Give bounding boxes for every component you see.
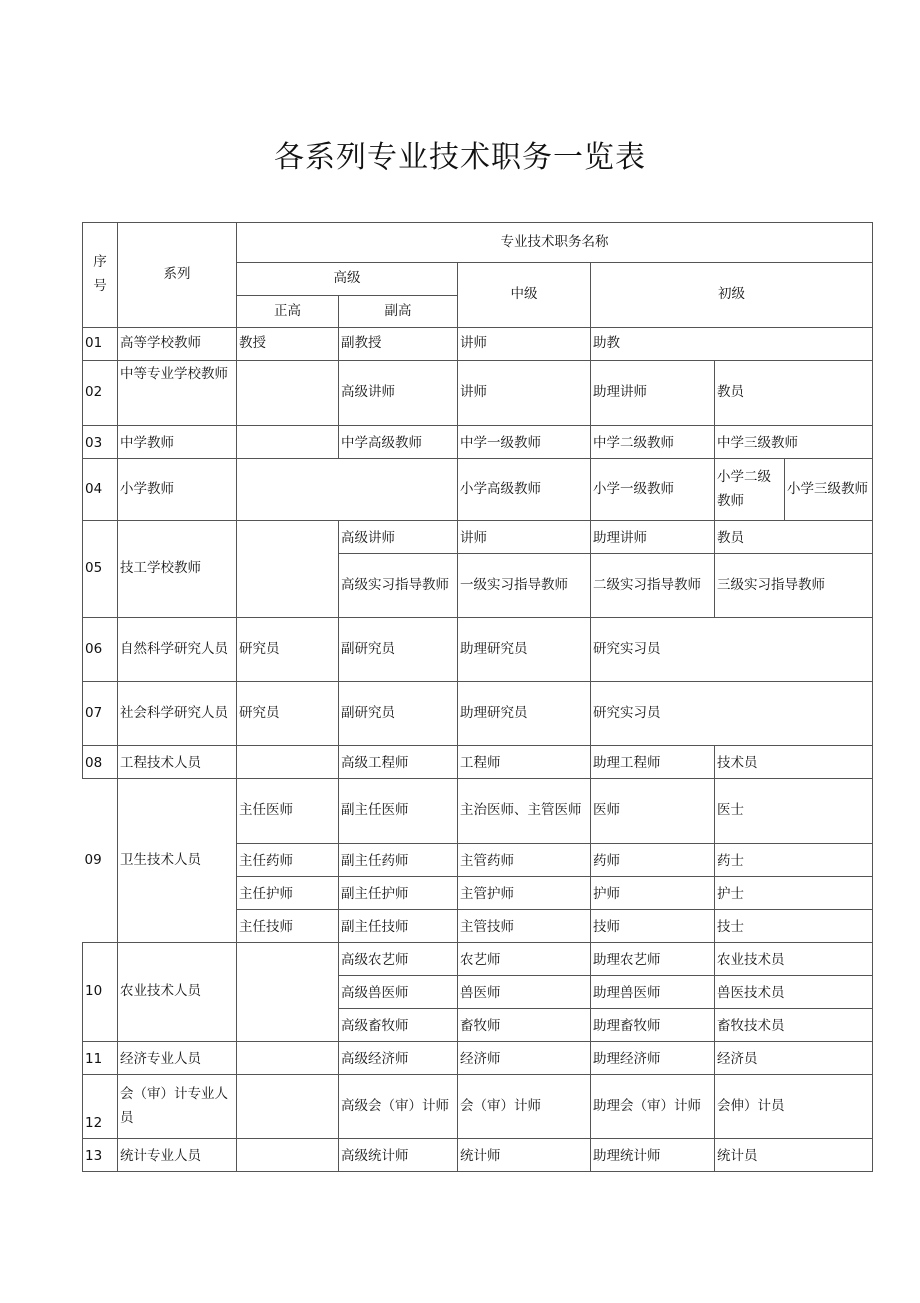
cell-middle: 会（审）计师	[458, 1075, 591, 1139]
cell-junior-b: 技士	[715, 910, 873, 943]
cell-junior-a: 助理讲师	[591, 361, 715, 426]
table-row	[83, 1075, 873, 1139]
cell-deputy-senior: 高级经济师	[339, 1042, 458, 1075]
cell-junior-a: 助理会（审）计师	[591, 1075, 715, 1139]
cell-full-senior: 主任医师	[237, 779, 339, 844]
cell-junior-a: 二级实习指导教师	[591, 554, 715, 618]
table-row	[83, 361, 873, 426]
cell-deputy-senior: 副主任护师	[339, 877, 458, 910]
cell-junior-a: 助理农艺师	[591, 943, 715, 976]
cell-middle: 工程师	[458, 746, 591, 779]
cell-full-senior	[237, 426, 339, 459]
job-titles-table	[82, 222, 873, 1172]
cell-junior-b: 医士	[715, 779, 873, 844]
cell-deputy-senior: 副主任技师	[339, 910, 458, 943]
cell-full-senior	[237, 1042, 339, 1075]
cell-full-senior: 主任技师	[237, 910, 339, 943]
cell-deputy-senior: 高级农艺师	[339, 943, 458, 976]
table-row	[83, 426, 873, 459]
cell-full-senior	[237, 521, 339, 618]
header-deputy-senior: 副高	[339, 296, 458, 328]
row-series: 技工学校教师	[118, 521, 237, 618]
cell-middle: 讲师	[458, 361, 591, 426]
cell-full-senior: 研究员	[237, 618, 339, 682]
cell-middle: 主治医师、主管医师	[458, 779, 591, 844]
row-no: 10	[83, 943, 118, 1042]
row-no: 08	[83, 746, 118, 779]
cell-junior-b: 统计员	[715, 1139, 873, 1172]
cell-junior-b: 农业技术员	[715, 943, 873, 976]
cell-full-senior: 主任药师	[237, 844, 339, 877]
cell-junior-a: 药师	[591, 844, 715, 877]
cell-junior-b: 护士	[715, 877, 873, 910]
cell-middle: 讲师	[458, 521, 591, 554]
cell-middle: 主管护师	[458, 877, 591, 910]
cell-full-senior: 研究员	[237, 682, 339, 746]
row-no: 13	[83, 1139, 118, 1172]
cell-junior-b: 经济员	[715, 1042, 873, 1075]
header-junior: 初级	[591, 263, 873, 328]
table-row	[83, 459, 873, 521]
header-full-senior: 正高	[237, 296, 339, 328]
header-no-line1: 序	[93, 254, 107, 271]
header-series: 系列	[118, 223, 237, 328]
cell-junior-b: 中学三级教师	[715, 426, 873, 459]
header-middle: 中级	[458, 263, 591, 328]
table-row	[83, 1139, 873, 1172]
cell-full-senior	[237, 1139, 339, 1172]
cell-junior-a: 助理工程师	[591, 746, 715, 779]
row-series: 高等学校教师	[118, 328, 237, 361]
row-no: 04	[83, 459, 118, 521]
cell-middle: 畜牧师	[458, 1009, 591, 1042]
row-no: 03	[83, 426, 118, 459]
row-no: 02	[83, 361, 118, 426]
cell-junior-a: 助理兽医师	[591, 976, 715, 1009]
cell-deputy-senior: 副主任药师	[339, 844, 458, 877]
cell-junior-a: 护师	[591, 877, 715, 910]
cell-senior-empty	[237, 459, 458, 521]
row-series: 自然科学研究人员	[118, 618, 237, 682]
cell-deputy-senior: 高级统计师	[339, 1139, 458, 1172]
cell-junior-a: 中学二级教师	[591, 426, 715, 459]
row-series: 小学教师	[118, 459, 237, 521]
row-series: 中等专业学校教师	[118, 361, 237, 426]
cell-middle: 统计师	[458, 1139, 591, 1172]
table-row	[83, 618, 873, 682]
cell-junior-a: 小学一级教师	[591, 459, 715, 521]
header-job-titles: 专业技术职务名称	[237, 223, 873, 263]
row-series: 工程技术人员	[118, 746, 237, 779]
cell-deputy-senior: 高级讲师	[339, 361, 458, 426]
cell-middle: 主管技师	[458, 910, 591, 943]
cell-deputy-senior: 高级实习指导教师	[339, 554, 458, 618]
cell-full-senior: 教授	[237, 328, 339, 361]
cell-junior-a: 助理统计师	[591, 1139, 715, 1172]
row-series: 中学教师	[118, 426, 237, 459]
row-no: 11	[83, 1042, 118, 1075]
row-no: 09	[83, 779, 118, 943]
table-row	[83, 328, 873, 361]
cell-deputy-senior: 高级工程师	[339, 746, 458, 779]
cell-middle: 助理研究员	[458, 682, 591, 746]
cell-deputy-senior: 中学高级教师	[339, 426, 458, 459]
cell-junior-b: 会伸）计员	[715, 1075, 873, 1139]
header-no	[83, 223, 118, 328]
row-no: 05	[83, 521, 118, 618]
cell-junior: 研究实习员	[591, 682, 873, 746]
cell-middle: 中学一级教师	[458, 426, 591, 459]
row-no: 01	[83, 328, 118, 361]
cell-middle: 小学高级教师	[458, 459, 591, 521]
row-series: 经济专业人员	[118, 1042, 237, 1075]
cell-junior: 研究实习员	[591, 618, 873, 682]
cell-full-senior	[237, 361, 339, 426]
row-no: 06	[83, 618, 118, 682]
cell-deputy-senior: 高级畜牧师	[339, 1009, 458, 1042]
cell-deputy-senior: 高级讲师	[339, 521, 458, 554]
cell-deputy-senior: 副研究员	[339, 682, 458, 746]
cell-full-senior	[237, 1075, 339, 1139]
cell-middle: 一级实习指导教师	[458, 554, 591, 618]
cell-junior-a: 医师	[591, 779, 715, 844]
cell-full-senior: 主任护师	[237, 877, 339, 910]
row-series: 农业技术人员	[118, 943, 237, 1042]
cell-middle: 农艺师	[458, 943, 591, 976]
row-series: 会（审）计专业人员	[118, 1075, 237, 1139]
cell-deputy-senior: 副研究员	[339, 618, 458, 682]
row-no: 07	[83, 682, 118, 746]
cell-junior-b: 三级实习指导教师	[715, 554, 873, 618]
cell-junior-b1: 小学二级教师	[715, 459, 785, 521]
header-no-line2: 号	[93, 278, 107, 294]
cell-junior-b: 教员	[715, 361, 873, 426]
cell-junior-a: 助理讲师	[591, 521, 715, 554]
cell-junior-b: 技术员	[715, 746, 873, 779]
page-title: 各系列专业技术职务一览表	[274, 140, 646, 175]
row-series: 统计专业人员	[118, 1139, 237, 1172]
cell-middle: 讲师	[458, 328, 591, 361]
row-series: 社会科学研究人员	[118, 682, 237, 746]
cell-deputy-senior: 副教授	[339, 328, 458, 361]
cell-junior-b2: 小学三级教师	[785, 459, 873, 521]
header-senior: 高级	[237, 263, 458, 296]
cell-full-senior	[237, 746, 339, 779]
cell-junior-a: 技师	[591, 910, 715, 943]
cell-deputy-senior: 高级会（审）计师	[339, 1075, 458, 1139]
cell-junior-b: 畜牧技术员	[715, 1009, 873, 1042]
cell-middle: 兽医师	[458, 976, 591, 1009]
cell-junior-a: 助理畜牧师	[591, 1009, 715, 1042]
row-series: 卫生技术人员	[118, 779, 237, 943]
table-row	[83, 746, 873, 779]
table-row	[83, 943, 873, 976]
table-row	[83, 779, 873, 844]
table-row	[83, 521, 873, 554]
cell-junior-a: 助理经济师	[591, 1042, 715, 1075]
cell-full-senior	[237, 943, 339, 1042]
cell-junior-b: 药士	[715, 844, 873, 877]
cell-middle: 主管药师	[458, 844, 591, 877]
row-no: 12	[83, 1075, 118, 1139]
table-row	[83, 682, 873, 746]
cell-deputy-senior: 副主任医师	[339, 779, 458, 844]
cell-junior: 助教	[591, 328, 873, 361]
table-row	[83, 1042, 873, 1075]
cell-deputy-senior: 高级兽医师	[339, 976, 458, 1009]
cell-junior-b: 兽医技术员	[715, 976, 873, 1009]
cell-middle: 助理研究员	[458, 618, 591, 682]
cell-middle: 经济师	[458, 1042, 591, 1075]
cell-junior-b: 教员	[715, 521, 873, 554]
